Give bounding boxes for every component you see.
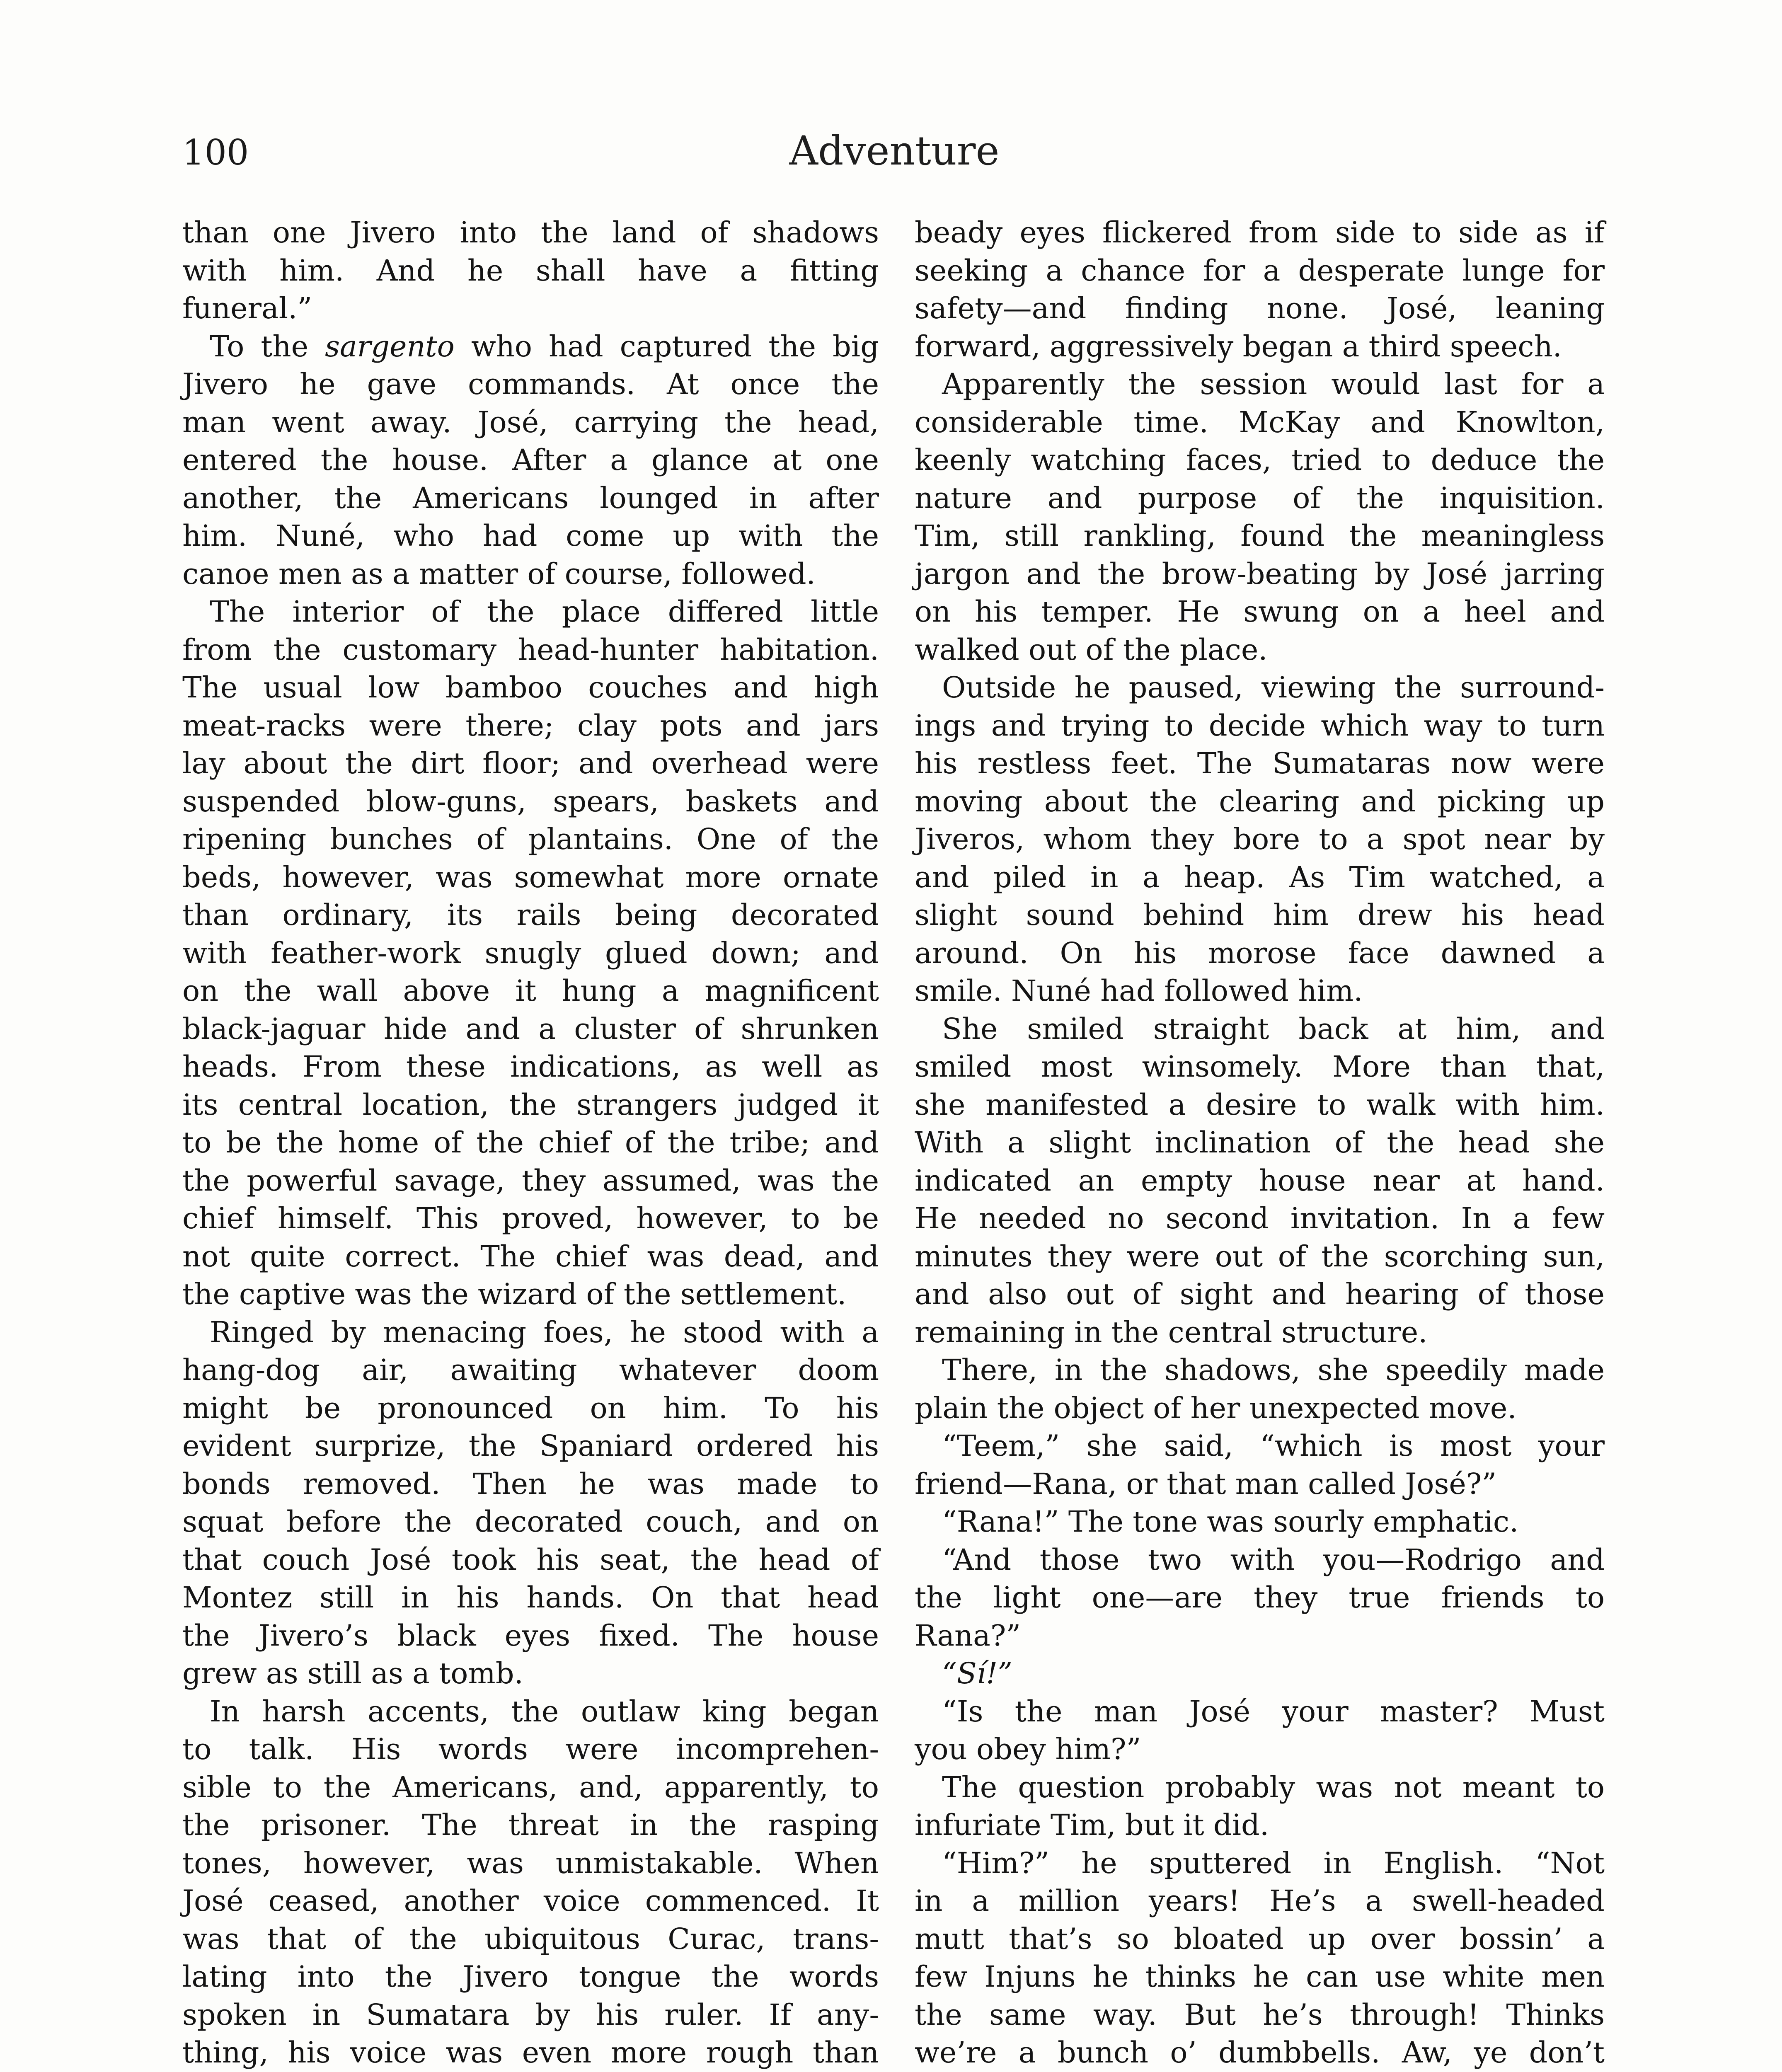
text-line	[915, 896, 1605, 934]
paragraph	[915, 1010, 1605, 1352]
line-text: Ringed by menacing foes, he stood with a	[210, 1315, 879, 1349]
text-line	[182, 2034, 879, 2072]
paragraph	[915, 1503, 1605, 1541]
line-text: on the wall above it hung a magnificent	[182, 974, 879, 1008]
text-line	[182, 1844, 879, 1883]
text-line	[182, 896, 879, 934]
text-line	[915, 1465, 1605, 1503]
line-text: Montez still in his hands. On that head	[182, 1581, 879, 1615]
text-line	[915, 1162, 1605, 1200]
line-text: from the customary head-hunter habitation.	[182, 632, 879, 667]
line-text: slight sound behind him drew his head	[915, 898, 1605, 932]
text-line	[915, 1579, 1605, 1617]
text-line	[915, 1958, 1605, 1996]
text-line	[915, 1844, 1605, 1883]
text-line	[182, 821, 879, 859]
text-line	[182, 214, 879, 252]
line-text: jargon and the brow-beating by José jarring	[915, 557, 1605, 591]
line-text: “And those two with you—Rodrigo and	[942, 1542, 1605, 1577]
line-text: friend—Rana, or that man called José?”	[915, 1467, 1497, 1501]
paragraph	[915, 1541, 1605, 1655]
text-line	[182, 669, 879, 707]
text-line	[182, 1579, 879, 1617]
line-text: Outside he paused, viewing the surround-	[942, 670, 1605, 704]
text-line	[182, 1389, 879, 1428]
text-line	[182, 1920, 879, 1958]
line-text: moving about the clearing and picking up	[915, 784, 1605, 818]
text-column-left	[182, 214, 879, 2072]
page-number: 100	[182, 132, 249, 173]
line-text: him. Nuné, who had come up with the	[182, 519, 879, 553]
line-text: not quite correct. The chief was dead, and	[182, 1239, 879, 1273]
line-text: and also out of sight and hearing of those	[915, 1277, 1605, 1311]
line-text: There, in the shadows, she speedily made	[942, 1353, 1605, 1387]
text-line	[915, 859, 1605, 897]
paragraph	[182, 1693, 879, 2072]
text-line	[182, 1276, 879, 1314]
line-text: was that of the ubiquitous Curac, trans-	[182, 1922, 879, 1956]
italic-text-run: sargento	[325, 329, 455, 363]
line-text: safety—and finding none. José, leaning	[915, 291, 1605, 325]
line-text: The question probably was not meant to	[942, 1770, 1605, 1804]
text-line	[182, 783, 879, 821]
text-run: To the	[210, 329, 325, 363]
text-line	[915, 783, 1605, 821]
text-line	[915, 593, 1605, 631]
line-text: another, the Americans lounged in after	[182, 481, 879, 515]
text-line	[915, 290, 1605, 328]
line-text: ripening bunches of plantains. One of the	[182, 822, 879, 856]
text-line	[915, 1503, 1605, 1541]
paragraph	[915, 1427, 1605, 1503]
paragraph	[915, 366, 1605, 669]
line-text: black-jaguar hide and a cluster of shrunken	[182, 1012, 879, 1046]
line-text: smile. Nuné had followed him.	[915, 974, 1363, 1008]
text-line	[915, 1996, 1605, 2034]
text-line	[915, 1427, 1605, 1465]
text-line	[182, 479, 879, 518]
line-text: infuriate Tim, but it did.	[915, 1808, 1269, 1842]
text-line	[182, 1996, 879, 2034]
text-line	[915, 1314, 1605, 1352]
text-line	[182, 1958, 879, 1996]
line-text: sible to the Americans, and, apparently, to	[182, 1770, 879, 1804]
text-line	[915, 934, 1605, 973]
line-text: might be pronounced on him. To his	[182, 1391, 879, 1425]
line-text: “Him?” he sputtered in English. “Not	[942, 1846, 1605, 1880]
text-line	[915, 1086, 1605, 1124]
line-text: spoken in Sumatara by his ruler. If any-	[182, 1997, 879, 2032]
line-text: the light one—are they true friends to	[915, 1581, 1605, 1615]
line-text: heads. From these indications, as well as	[182, 1050, 879, 1084]
line-text: “Teem,” she said, “which is most your	[942, 1429, 1605, 1463]
text-line	[182, 1882, 879, 1920]
text-line	[182, 1617, 879, 1655]
paragraph	[182, 328, 879, 593]
text-line	[182, 1503, 879, 1541]
line-text	[210, 329, 879, 363]
text-line	[915, 707, 1605, 745]
text-line	[182, 1541, 879, 1579]
text-line	[182, 1769, 879, 1807]
line-text: with him. And he shall have a fitting	[182, 253, 879, 288]
paragraph	[915, 1693, 1605, 1769]
text-line	[915, 366, 1605, 404]
text-line	[182, 1427, 879, 1465]
line-text: the Jivero’s black eyes fixed. The house	[182, 1618, 879, 1653]
text-line	[915, 631, 1605, 669]
text-line	[915, 1731, 1605, 1769]
line-text: remaining in the central structure.	[915, 1315, 1428, 1349]
line-text: on his temper. He swung on a heel and	[915, 595, 1605, 629]
italic-text-run: “Sí!”	[942, 1656, 1013, 1690]
line-text: hang-dog air, awaiting whatever doom	[182, 1353, 879, 1387]
running-title: Adventure	[789, 128, 1000, 174]
text-line	[182, 707, 879, 745]
line-text: keenly watching faces, tried to deduce the	[915, 443, 1605, 477]
text-line	[915, 1541, 1605, 1579]
text-line	[182, 1162, 879, 1200]
line-text: meat-racks were there; clay pots and jars	[182, 708, 879, 743]
text-run: who had captured the big	[454, 329, 879, 363]
line-text: that couch José took his seat, the head of	[182, 1542, 879, 1577]
text-line	[182, 1693, 879, 1731]
paragraph	[915, 1655, 1605, 1693]
text-line	[915, 1048, 1605, 1086]
line-text: around. On his morose face dawned a	[915, 936, 1605, 970]
text-line	[915, 328, 1605, 366]
text-line	[915, 2034, 1605, 2072]
text-line	[182, 366, 879, 404]
text-line	[915, 1200, 1605, 1238]
line-text: man went away. José, carrying the head,	[182, 405, 879, 439]
line-text: He needed no second invitation. In a few	[915, 1201, 1605, 1235]
text-line	[915, 821, 1605, 859]
text-line	[182, 934, 879, 973]
line-text: mutt that’s so bloated up over bossin’ a	[915, 1922, 1605, 1956]
line-text: José ceased, another voice commenced. It	[182, 1884, 879, 1918]
text-line	[182, 404, 879, 442]
line-text: smiled most winsomely. More than that,	[915, 1050, 1605, 1084]
text-line	[915, 1920, 1605, 1958]
line-text: She smiled straight back at him, and	[942, 1012, 1605, 1046]
line-text: Apparently the session would last for a	[942, 367, 1605, 401]
line-text: Jiveros, whom they bore to a spot near by	[915, 822, 1605, 856]
text-line	[915, 404, 1605, 442]
text-line	[915, 1238, 1605, 1276]
text-line	[915, 1276, 1605, 1314]
text-line	[182, 1731, 879, 1769]
text-column-right	[915, 214, 1605, 2072]
line-text: canoe men as a matter of course, followed.	[182, 557, 816, 591]
text-line	[182, 1655, 879, 1693]
line-text: chief himself. This proved, however, to be	[182, 1201, 879, 1235]
paragraph	[915, 214, 1605, 366]
line-text: than one Jivero into the land of shadows	[182, 215, 879, 249]
text-line	[915, 555, 1605, 593]
line-text: she manifested a desire to walk with him.	[915, 1087, 1605, 1122]
text-line	[182, 555, 879, 593]
text-line	[915, 517, 1605, 555]
text-line	[182, 517, 879, 555]
text-line	[182, 1086, 879, 1124]
text-line	[915, 479, 1605, 518]
line-text: With a slight inclination of the head she	[915, 1126, 1605, 1159]
paragraph	[915, 1844, 1605, 2072]
text-line	[915, 1010, 1605, 1048]
line-text: walked out of the place.	[915, 632, 1268, 667]
paragraph	[182, 1314, 879, 1693]
text-line	[182, 1314, 879, 1352]
text-line	[915, 441, 1605, 479]
line-text: few Injuns he thinks he can use white men	[915, 1960, 1605, 1994]
line-text: to be the home of the chief of the tribe; and	[182, 1126, 879, 1159]
text-line	[915, 1655, 1605, 1693]
text-line	[915, 1769, 1605, 1807]
text-line	[915, 214, 1605, 252]
line-text: than ordinary, its rails being decorated	[182, 898, 879, 932]
line-text: Jivero he gave commands. At once the	[182, 367, 879, 401]
text-line	[182, 441, 879, 479]
line-text: seeking a chance for a desperate lunge for	[915, 253, 1605, 288]
line-text: the prisoner. The threat in the rasping	[182, 1808, 879, 1842]
paragraph	[182, 214, 879, 328]
text-line	[182, 1048, 879, 1086]
line-text: The interior of the place differed little	[210, 595, 879, 629]
text-line	[182, 290, 879, 328]
text-line	[182, 745, 879, 783]
line-text: the captive was the wizard of the settlement.	[182, 1277, 847, 1311]
text-line	[182, 1238, 879, 1276]
line-text: beds, however, was somewhat more ornate	[182, 860, 879, 894]
line-text: considerable time. McKay and Knowlton,	[915, 405, 1605, 439]
text-line	[182, 1010, 879, 1048]
text-line	[182, 859, 879, 897]
text-line	[915, 1124, 1605, 1162]
line-text: grew as still as a tomb.	[182, 1656, 523, 1690]
line-text	[942, 1656, 1012, 1690]
line-text: plain the object of her unexpected move.	[915, 1391, 1517, 1425]
line-text: ings and trying to decide which way to turn	[915, 708, 1605, 743]
line-text: Tim, still rankling, found the meaningless	[915, 519, 1605, 553]
text-line	[182, 328, 879, 366]
paragraph	[915, 1769, 1605, 1844]
line-text: thing, his voice was even more rough than	[182, 2036, 879, 2070]
line-text: funeral.”	[182, 291, 312, 325]
line-text: suspended blow-guns, spears, baskets and	[182, 784, 879, 818]
line-text: indicated an empty house near at hand.	[915, 1163, 1605, 1198]
line-text: lating into the Jivero tongue the words	[182, 1960, 879, 1994]
text-line	[915, 1806, 1605, 1844]
line-text: In harsh accents, the outlaw king began	[210, 1694, 879, 1728]
line-text: with feather-work snugly glued down; and	[182, 936, 879, 970]
text-line	[182, 1806, 879, 1844]
text-line	[182, 593, 879, 631]
paragraph	[915, 669, 1605, 1010]
line-text: squat before the decorated couch, and on	[182, 1505, 879, 1539]
line-text: “Is the man José your master? Must	[942, 1694, 1605, 1728]
line-text: “Rana!” The tone was sourly emphatic.	[942, 1505, 1519, 1539]
text-line	[915, 1389, 1605, 1428]
line-text: minutes they were out of the scorching sun,	[915, 1239, 1605, 1273]
line-text: evident surprize, the Spaniard ordered his	[182, 1429, 879, 1463]
text-line	[182, 631, 879, 669]
text-line	[182, 1351, 879, 1389]
line-text: and piled in a heap. As Tim watched, a	[915, 860, 1605, 894]
line-text: you obey him?”	[915, 1732, 1141, 1766]
paragraph	[915, 1351, 1605, 1427]
line-text: tones, however, was unmistakable. When	[182, 1846, 879, 1880]
text-line	[182, 972, 879, 1010]
text-line	[915, 1617, 1605, 1655]
line-text: The usual low bamboo couches and high	[182, 670, 879, 704]
line-text: nature and purpose of the inquisition.	[915, 481, 1605, 515]
line-text: his restless feet. The Sumataras now were	[915, 746, 1605, 780]
line-text: the same way. But he’s through! Thinks	[915, 1997, 1605, 2032]
text-line	[182, 252, 879, 290]
line-text: the powerful savage, they assumed, was the	[182, 1163, 879, 1198]
text-line	[915, 1351, 1605, 1389]
line-text: Rana?”	[915, 1618, 1021, 1653]
text-line	[915, 745, 1605, 783]
text-line	[915, 252, 1605, 290]
line-text: beady eyes flickered from side to side as if	[915, 215, 1605, 249]
text-line	[915, 972, 1605, 1010]
line-text: entered the house. After a glance at one	[182, 443, 879, 477]
paragraph	[182, 593, 879, 1314]
line-text: we’re a bunch o’ dumbbells. Aw, ye don’t	[915, 2036, 1605, 2070]
text-line	[182, 1465, 879, 1503]
text-line	[915, 669, 1605, 707]
line-text: lay about the dirt floor; and overhead were	[182, 746, 879, 780]
line-text: forward, aggressively began a third speech.	[915, 329, 1562, 363]
line-text: bonds removed. Then he was made to	[182, 1467, 879, 1501]
text-line	[182, 1200, 879, 1238]
text-line	[182, 1124, 879, 1162]
line-text: its central location, the strangers judged it	[182, 1087, 879, 1122]
line-text: in a million years! He’s a swell-headed	[915, 1884, 1605, 1918]
text-line	[915, 1882, 1605, 1920]
line-text: to talk. His words were incomprehen-	[182, 1732, 879, 1766]
text-line	[915, 1693, 1605, 1731]
